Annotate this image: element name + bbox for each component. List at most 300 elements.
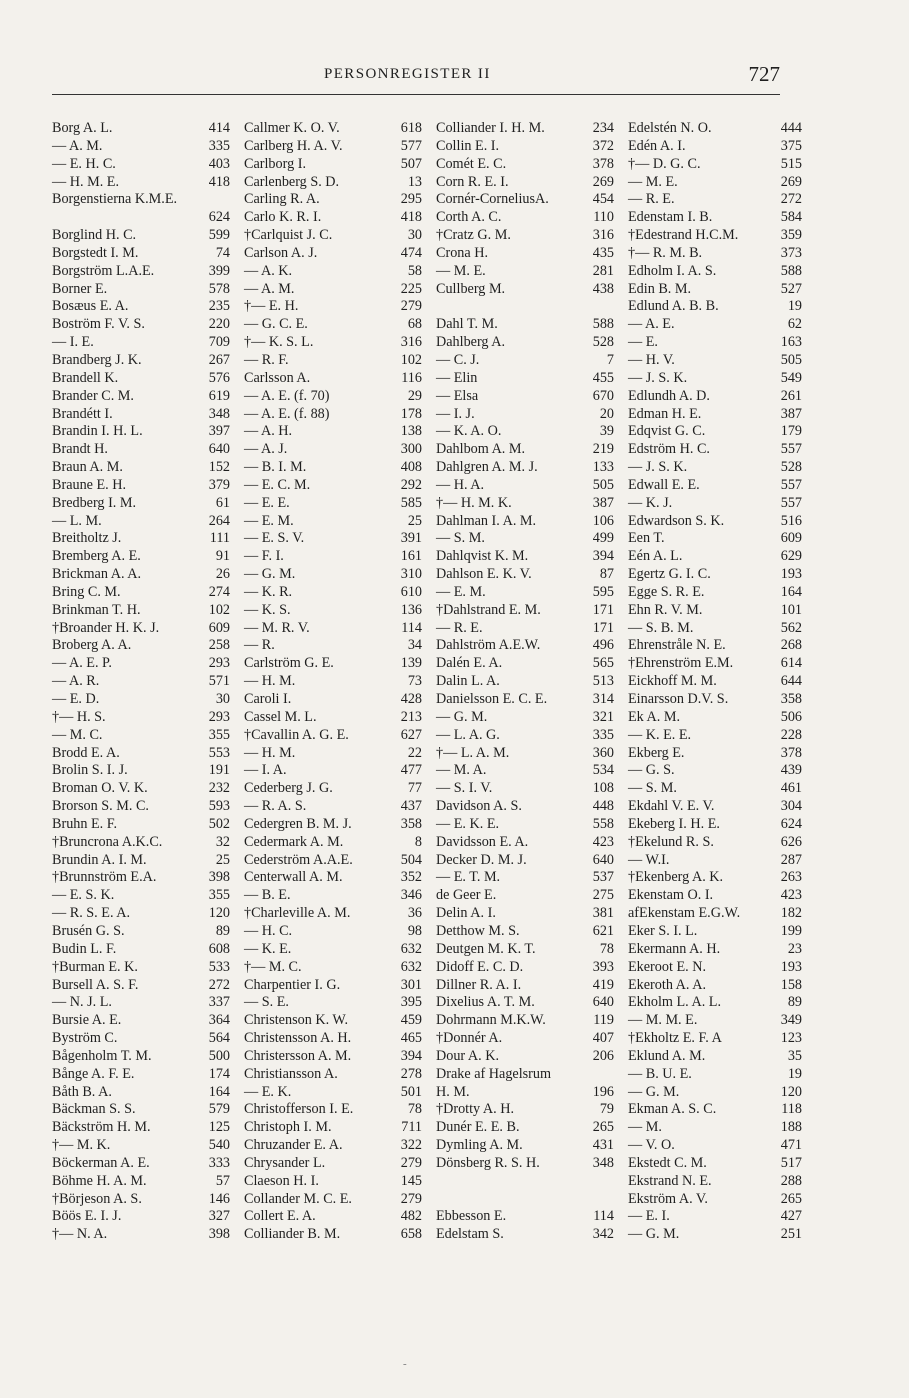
entry-page: 709 xyxy=(208,334,230,351)
entry-name: Christersson A. M. xyxy=(244,1047,352,1064)
entry-name: Cedermark A. M. xyxy=(244,833,344,850)
entry-page: 558 xyxy=(592,815,614,832)
index-entry xyxy=(244,1030,422,1048)
entry-page: 145 xyxy=(400,1172,422,1189)
index-entry xyxy=(52,1208,230,1226)
entry-name: Brandberg J. K. xyxy=(52,351,142,368)
entry-page: 335 xyxy=(592,726,614,743)
entry-page: 355 xyxy=(208,887,230,904)
entry-name: — F. I. xyxy=(244,548,284,565)
index-entry xyxy=(436,620,614,638)
entry-name: — K. S. xyxy=(244,601,291,618)
entry-page: 448 xyxy=(592,798,614,815)
index-entry xyxy=(628,1226,802,1244)
entry-page: 588 xyxy=(780,262,802,279)
entry-page: 62 xyxy=(787,316,802,333)
entry-page: 360 xyxy=(592,744,614,761)
index-entry xyxy=(52,637,230,655)
entry-page: 640 xyxy=(208,441,230,458)
index-entry xyxy=(244,263,422,281)
entry-name: Edelstén N. O. xyxy=(628,120,712,136)
index-entry xyxy=(436,566,614,584)
index-entry xyxy=(52,245,230,263)
entry-page: 515 xyxy=(780,155,802,172)
entry-name: Ekdahl V. E. V. xyxy=(628,798,715,815)
entry-name: — R. A. S. xyxy=(244,798,307,815)
entry-page: 399 xyxy=(208,262,230,279)
entry-page: 387 xyxy=(780,405,802,422)
index-entry xyxy=(52,584,230,602)
entry-name: Edström H. C. xyxy=(628,441,710,458)
entry-name: — H. C. xyxy=(244,922,293,939)
entry-page: 474 xyxy=(400,244,422,261)
entry-page: 232 xyxy=(208,780,230,797)
entry-name: Callmer K. O. V. xyxy=(244,120,340,136)
entry-name: Edman H. E. xyxy=(628,405,702,422)
entry-page: 553 xyxy=(208,744,230,761)
entry-name: †— H. S. xyxy=(52,708,106,725)
entry-page: 562 xyxy=(780,619,802,636)
entry-name: — M. C. xyxy=(52,726,103,743)
entry-page: 599 xyxy=(208,227,230,244)
entry-name: †— L. A. M. xyxy=(436,744,510,761)
index-entry xyxy=(628,156,802,174)
entry-page: 78 xyxy=(407,1101,422,1118)
entry-name: Dunér E. E. B. xyxy=(436,1119,520,1136)
entry-name: Drake af Hagelsrum xyxy=(436,1065,552,1082)
index-entry xyxy=(628,1137,802,1155)
entry-page: 174 xyxy=(208,1065,230,1082)
index-entry xyxy=(244,869,422,887)
entry-name: Carlsson A. xyxy=(244,369,311,386)
index-entry xyxy=(244,762,422,780)
entry-name: Christoph I. M. xyxy=(244,1119,332,1136)
entry-page: 19 xyxy=(787,1065,802,1082)
entry-name: — M. E. xyxy=(436,262,486,279)
index-entry xyxy=(436,1101,614,1119)
entry-name: Borg A. L. xyxy=(52,120,113,136)
index-entry xyxy=(628,191,802,209)
index-entry xyxy=(244,1226,422,1244)
entry-page: 79 xyxy=(599,1101,614,1118)
entry-name: Borglind H. C. xyxy=(52,227,137,244)
index-entry xyxy=(628,1173,802,1191)
entry-page: 564 xyxy=(208,1030,230,1047)
entry-name: †Dahlstrand E. M. xyxy=(436,601,541,618)
entry-page: 579 xyxy=(208,1101,230,1118)
entry-name: Egge S. R. E. xyxy=(628,583,705,600)
entry-page: 279 xyxy=(400,1154,422,1171)
index-entry xyxy=(628,227,802,245)
entry-name: †Carlquist J. C. xyxy=(244,227,333,244)
entry-page: 335 xyxy=(208,137,230,154)
index-entry xyxy=(436,602,614,620)
entry-page: 23 xyxy=(787,940,802,957)
entry-page: 610 xyxy=(400,583,422,600)
index-entry xyxy=(628,727,802,745)
entry-name: Ekström A. V. xyxy=(628,1190,708,1207)
entry-page: 61 xyxy=(215,494,230,511)
index-entry xyxy=(628,1191,802,1209)
entry-page: 378 xyxy=(780,744,802,761)
index-entry xyxy=(628,245,802,263)
entry-name: de Geer E. xyxy=(436,887,497,904)
entry-page: 293 xyxy=(208,655,230,672)
index-entry xyxy=(628,513,802,531)
entry-page: 234 xyxy=(592,120,614,136)
index-entry xyxy=(628,762,802,780)
entry-name: Edlund A. B. B. xyxy=(628,298,719,315)
index-entry xyxy=(244,834,422,852)
index-entry xyxy=(244,1101,422,1119)
entry-name: — W.I. xyxy=(628,851,670,868)
entry-page: 225 xyxy=(400,280,422,297)
entry-page: 30 xyxy=(215,691,230,707)
entry-name: Braune E. H. xyxy=(52,476,127,493)
index-entry xyxy=(436,298,614,316)
entry-page: 196 xyxy=(592,1083,614,1100)
index-entry xyxy=(52,298,230,316)
index-entry xyxy=(436,477,614,495)
entry-page: 268 xyxy=(780,637,802,654)
entry-name: Egertz G. I. C. xyxy=(628,566,711,583)
index-entry xyxy=(244,959,422,977)
entry-page: 658 xyxy=(400,1226,422,1243)
entry-page: 394 xyxy=(400,1047,422,1064)
entry-name: Eén A. L. xyxy=(628,548,683,565)
entry-page: 504 xyxy=(400,851,422,868)
entry-page: 414 xyxy=(208,120,230,136)
index-entry xyxy=(436,905,614,923)
index-entry xyxy=(436,655,614,673)
entry-name: — R. xyxy=(244,637,275,654)
entry-name: — M. A. xyxy=(436,762,487,779)
entry-page: 8 xyxy=(414,833,422,850)
index-entry xyxy=(244,1173,422,1191)
entry-name: Christofferson I. E. xyxy=(244,1101,354,1118)
index-entry xyxy=(628,209,802,227)
entry-page: 228 xyxy=(780,726,802,743)
index-entry xyxy=(436,887,614,905)
index-entry xyxy=(436,959,614,977)
entry-name: Dillner R. A. I. xyxy=(436,976,522,993)
entry-name: — G. M. xyxy=(628,1226,680,1243)
entry-name: — I. A. xyxy=(244,762,287,779)
entry-name: — K. E. E. xyxy=(628,726,692,743)
entry-name: Davidsson E. A. xyxy=(436,833,529,850)
entry-name: — H. M. xyxy=(244,744,296,761)
entry-name: Collin E. I. xyxy=(436,137,500,154)
entry-name: †Ekholtz E. F. A xyxy=(628,1030,722,1047)
entry-page: 136 xyxy=(400,601,422,618)
entry-page: 584 xyxy=(780,209,802,226)
index-entry xyxy=(52,138,230,156)
index-entry xyxy=(52,1226,230,1244)
index-entry xyxy=(628,441,802,459)
entry-page: 77 xyxy=(407,780,422,797)
entry-page: 288 xyxy=(780,1172,802,1189)
entry-page: 375 xyxy=(780,137,802,154)
entry-page: 263 xyxy=(780,869,802,886)
index-entry xyxy=(436,1066,614,1084)
entry-page: 89 xyxy=(787,994,802,1011)
entry-name: Ehn R. V. M. xyxy=(628,601,703,618)
index-entry xyxy=(52,156,230,174)
entry-page: 588 xyxy=(592,316,614,333)
entry-page: 163 xyxy=(780,334,802,351)
entry-name: — H. V. xyxy=(628,351,675,368)
index-entry xyxy=(628,905,802,923)
index-entry xyxy=(436,1048,614,1066)
index-entry xyxy=(628,620,802,638)
entry-page: 608 xyxy=(208,940,230,957)
entry-page: 219 xyxy=(592,441,614,458)
entry-page: 293 xyxy=(208,708,230,725)
index-entry xyxy=(244,887,422,905)
entry-name: — M. xyxy=(628,1119,662,1136)
entry-page: 418 xyxy=(208,173,230,190)
entry-name: — A. E. (f. 70) xyxy=(244,387,330,404)
index-entry xyxy=(436,209,614,227)
index-entry xyxy=(244,1137,422,1155)
entry-name: Byström C. xyxy=(52,1030,118,1047)
entry-name: Carlström G. E. xyxy=(244,655,334,672)
entry-page: 161 xyxy=(400,548,422,565)
entry-page: 275 xyxy=(592,887,614,904)
index-entry xyxy=(244,905,422,923)
entry-page: 632 xyxy=(400,940,422,957)
entry-name: Borgström L.A.E. xyxy=(52,262,155,279)
entry-name: Cassel M. L. xyxy=(244,708,317,725)
entry-name: — L. A. G. xyxy=(436,726,500,743)
index-entry xyxy=(244,798,422,816)
entry-page: 337 xyxy=(208,994,230,1011)
index-entry xyxy=(244,566,422,584)
entry-name: Ebbesson E. xyxy=(436,1208,507,1225)
entry-name: Cederberg J. G. xyxy=(244,780,333,797)
entry-name: Een T. xyxy=(628,530,665,547)
entry-name: Bredberg I. M. xyxy=(52,494,137,511)
index-entry xyxy=(628,566,802,584)
entry-name: Didoff E. C. D. xyxy=(436,958,524,975)
entry-page: 322 xyxy=(400,1137,422,1154)
index-entry xyxy=(436,227,614,245)
entry-page: 454 xyxy=(592,191,614,208)
entry-page: 138 xyxy=(400,423,422,440)
entry-page: 35 xyxy=(787,1047,802,1064)
entry-page: 26 xyxy=(215,566,230,583)
entry-name: — J. S. K. xyxy=(628,459,688,476)
entry-name: Christiansson A. xyxy=(244,1065,338,1082)
index-entry xyxy=(52,1048,230,1066)
entry-page: 111 xyxy=(209,530,230,547)
entry-name: Brandin I. H. L. xyxy=(52,423,143,440)
entry-name: Davidson A. S. xyxy=(436,798,522,815)
index-entry xyxy=(628,298,802,316)
index-entry xyxy=(436,406,614,424)
entry-name: Edwardson S. K. xyxy=(628,512,725,529)
entry-page: 310 xyxy=(400,566,422,583)
entry-name: Eklund A. M. xyxy=(628,1047,706,1064)
entry-page: 265 xyxy=(592,1119,614,1136)
index-entry xyxy=(628,1066,802,1084)
index-entry xyxy=(52,655,230,673)
entry-name: Brander C. M. xyxy=(52,387,134,404)
index-entry xyxy=(52,477,230,495)
entry-page: 644 xyxy=(780,673,802,690)
index-entry xyxy=(52,352,230,370)
index-entry xyxy=(436,1084,614,1102)
index-entry xyxy=(628,887,802,905)
index-entry xyxy=(628,798,802,816)
index-entry xyxy=(244,1012,422,1030)
entry-page: 378 xyxy=(592,155,614,172)
entry-name: †Charleville A. M. xyxy=(244,905,351,922)
entry-page: 619 xyxy=(208,387,230,404)
index-entry xyxy=(628,709,802,727)
entry-name: Bursell A. S. F. xyxy=(52,976,139,993)
index-entry xyxy=(628,423,802,441)
entry-name: Ekman A. S. C. xyxy=(628,1101,717,1118)
entry-name: Dohrmann M.K.W. xyxy=(436,1012,546,1029)
index-entry xyxy=(628,959,802,977)
index-entry xyxy=(244,423,422,441)
entry-name: †— N. A. xyxy=(52,1226,108,1243)
index-entry xyxy=(52,1030,230,1048)
index-entry xyxy=(52,816,230,834)
index-entry xyxy=(628,869,802,887)
entry-name: Dour A. K. xyxy=(436,1047,500,1064)
index-entry xyxy=(244,852,422,870)
index-entry xyxy=(628,994,802,1012)
entry-page: 251 xyxy=(780,1226,802,1243)
index-entry xyxy=(436,174,614,192)
index-entry xyxy=(52,1137,230,1155)
entry-name: †— R. M. B. xyxy=(628,244,703,261)
entry-name: Ekstedt C. M. xyxy=(628,1154,707,1171)
entry-name: Dalin L. A. xyxy=(436,673,500,690)
entry-name: — A. E. P. xyxy=(52,655,112,672)
entry-page: 139 xyxy=(400,655,422,672)
entry-page: 621 xyxy=(592,922,614,939)
entry-name: — H. A. xyxy=(436,476,485,493)
index-entry xyxy=(628,138,802,156)
index-entry xyxy=(244,620,422,638)
page-number: 727 xyxy=(748,62,780,86)
entry-name: †Cratz G. M. xyxy=(436,227,511,244)
entry-page: 505 xyxy=(592,476,614,493)
entry-page: 578 xyxy=(208,280,230,297)
entry-name: — V. O. xyxy=(628,1137,675,1154)
entry-page: 557 xyxy=(780,494,802,511)
entry-page: 394 xyxy=(592,548,614,565)
entry-name: Christenson K. W. xyxy=(244,1012,349,1029)
entry-name: — A. M. xyxy=(52,137,103,154)
index-entry xyxy=(628,816,802,834)
entry-page: 355 xyxy=(208,726,230,743)
entry-page: 292 xyxy=(400,476,422,493)
index-entry xyxy=(244,602,422,620)
entry-name: Decker D. M. J. xyxy=(436,851,527,868)
entry-page: 459 xyxy=(400,1012,422,1029)
index-entry xyxy=(244,352,422,370)
index-entry xyxy=(628,1208,802,1226)
entry-name: Bring C. M. xyxy=(52,583,121,600)
entry-page: 423 xyxy=(592,833,614,850)
entry-name: Colliander B. M. xyxy=(244,1226,341,1243)
index-entry xyxy=(52,388,230,406)
entry-name: Edwall E. E. xyxy=(628,476,700,493)
entry-page: 372 xyxy=(592,137,614,154)
index-entry xyxy=(436,1119,614,1137)
entry-name: †— K. S. L. xyxy=(244,334,314,351)
entry-page: 502 xyxy=(208,815,230,832)
index-entry xyxy=(436,1191,614,1209)
entry-page: 264 xyxy=(208,512,230,529)
entry-page: 58 xyxy=(407,262,422,279)
entry-page: 419 xyxy=(592,976,614,993)
index-entry xyxy=(628,1101,802,1119)
entry-page: 359 xyxy=(780,227,802,244)
entry-name: Brorson S. M. C. xyxy=(52,798,149,815)
entry-name: Boström F. V. S. xyxy=(52,316,145,333)
entry-page: 455 xyxy=(592,369,614,386)
index-entry xyxy=(52,1191,230,1209)
index-entry xyxy=(244,655,422,673)
entry-name: Böhme H. A. M. xyxy=(52,1172,147,1189)
index-entry xyxy=(52,459,230,477)
entry-page: 179 xyxy=(780,423,802,440)
index-entry xyxy=(628,477,802,495)
entry-page: 265 xyxy=(780,1190,802,1207)
index-entry xyxy=(436,673,614,691)
entry-page: 627 xyxy=(400,726,422,743)
index-entry xyxy=(436,816,614,834)
entry-name: †Ekenberg A. K. xyxy=(628,869,724,886)
entry-name: Edlundh A. D. xyxy=(628,387,710,404)
entry-name: Brusén G. S. xyxy=(52,922,125,939)
entry-page: 576 xyxy=(208,369,230,386)
entry-name: — M. R. V. xyxy=(244,619,310,636)
entry-page: 279 xyxy=(400,298,422,315)
index-entry xyxy=(628,655,802,673)
entry-page: 640 xyxy=(592,994,614,1011)
entry-page: 25 xyxy=(215,851,230,868)
index-entry xyxy=(436,745,614,763)
entry-name: — A. M. xyxy=(244,280,295,297)
entry-name: — A. K. xyxy=(244,262,293,279)
entry-page: 403 xyxy=(208,155,230,172)
entry-page: 272 xyxy=(780,191,802,208)
entry-page: 398 xyxy=(208,869,230,886)
entry-name: †— E. H. xyxy=(244,298,299,315)
entry-page: 626 xyxy=(780,833,802,850)
entry-name: Ekberg E. xyxy=(628,744,685,761)
entry-name: Charpentier I. G. xyxy=(244,976,341,993)
index-entry xyxy=(628,834,802,852)
entry-name: Comét E. C. xyxy=(436,155,507,172)
index-entry xyxy=(244,816,422,834)
index-entry xyxy=(52,977,230,995)
index-entry xyxy=(436,316,614,334)
entry-name: Borner E. xyxy=(52,280,108,297)
entry-name: Bremberg A. E. xyxy=(52,548,141,565)
entry-page: 178 xyxy=(400,405,422,422)
entry-name: Brinkman T. H. xyxy=(52,601,141,618)
entry-name: — A. H. xyxy=(244,423,293,440)
index-entry xyxy=(436,156,614,174)
entry-page: 439 xyxy=(780,762,802,779)
